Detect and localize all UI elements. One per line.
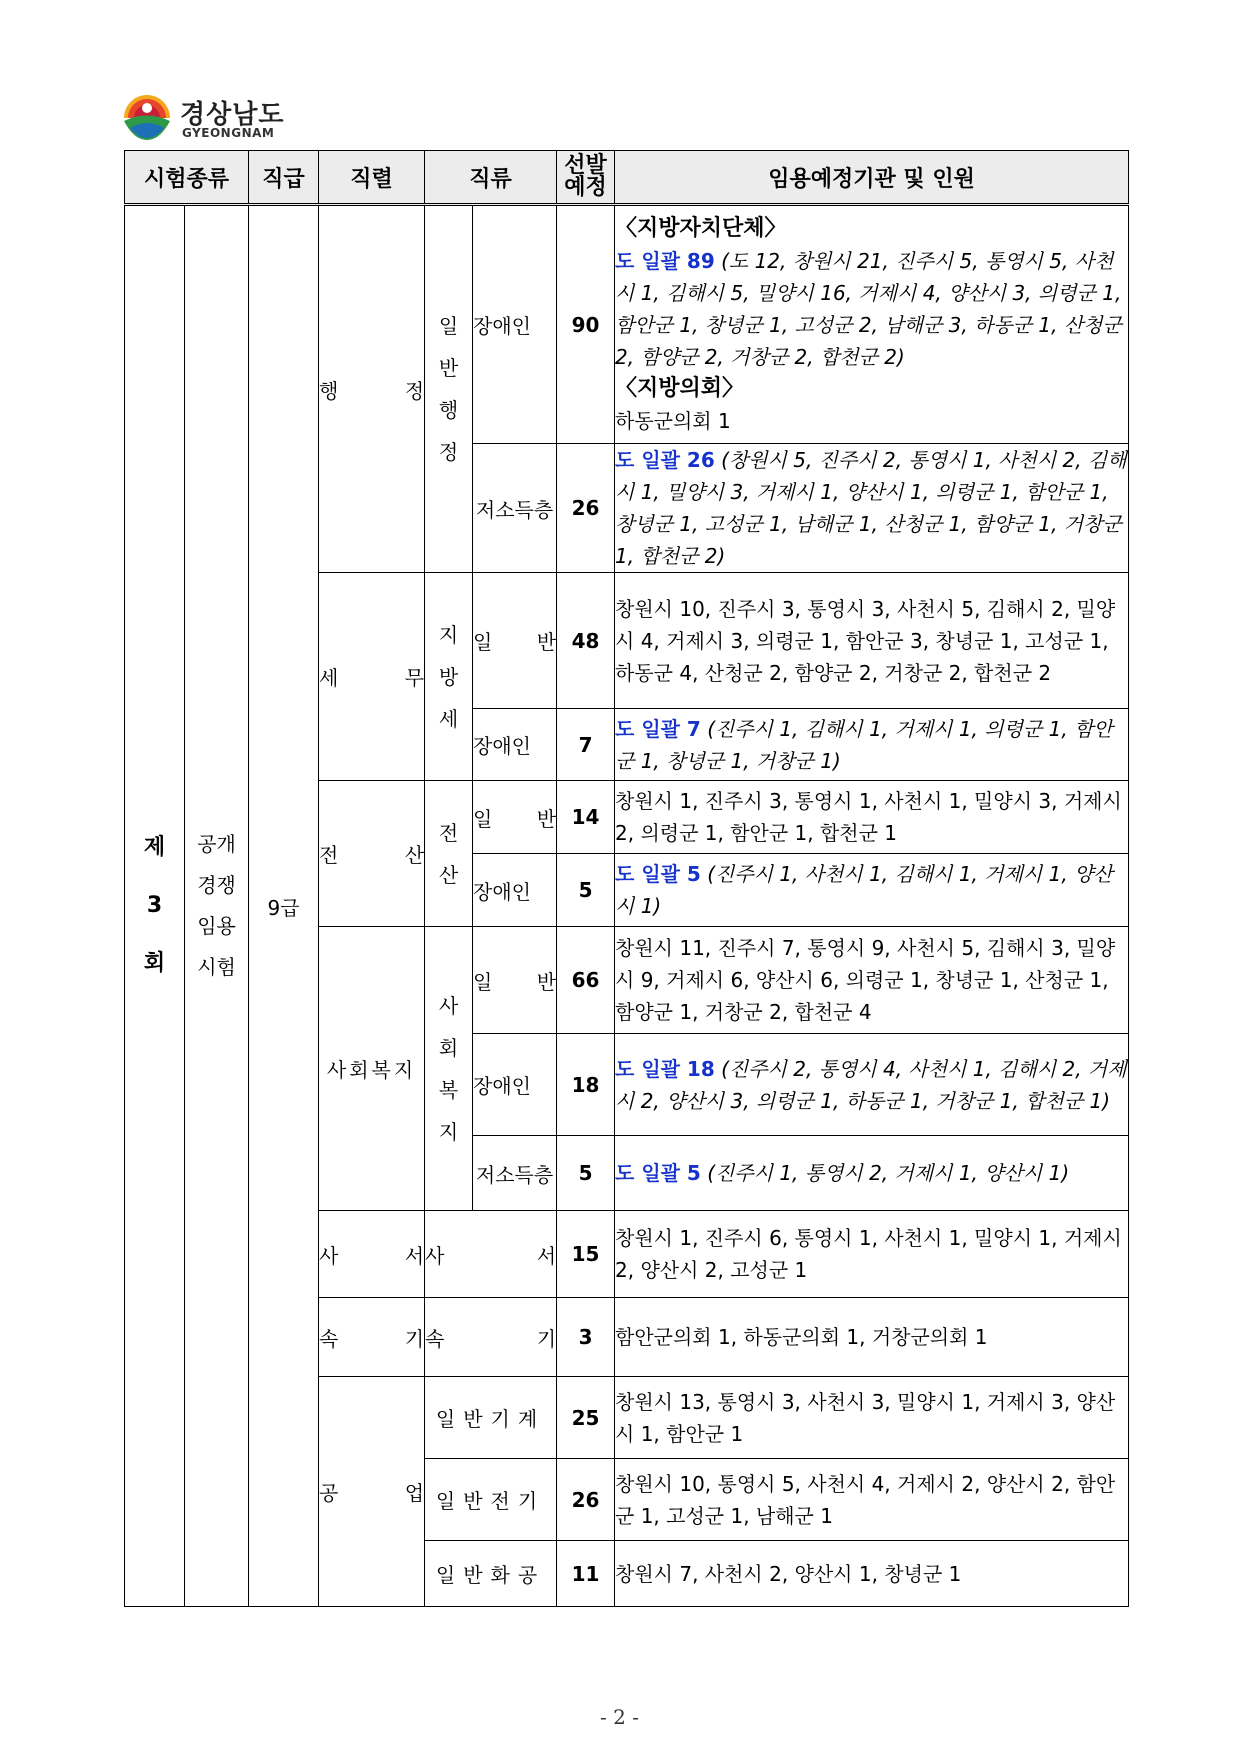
category-cell: 일반화공 [425,1541,557,1607]
header-category: 직류 [425,151,557,205]
recruitment-table [124,150,1129,1607]
agency-cell: 창원시 13, 통영시 3, 사천시 3, 밀양시 1, 거제시 3, 양산시 1, 함안군 1 [615,1377,1129,1459]
logo-english-text: GYEONGNAM [182,126,275,140]
agency-cell: 창원시 7, 사천시 2, 양산시 1, 창녕군 1 [615,1541,1129,1607]
grade-cell: 9급 [249,205,319,1607]
header-agencies: 임용예정기관 및 인원 [615,151,1129,205]
category-cell: 일 반 [473,927,557,1034]
header-count-line2: 예정 [564,175,607,200]
group-general-admin: 일 반 행 정 [425,205,473,573]
exam-type-cell: 공개 경쟁 임용 시험 [185,205,249,1607]
count-cell: 7 [557,709,615,781]
header-row [125,151,1129,205]
series-eng: 공 업 [319,1377,425,1607]
agency-cell: 함안군의회 1, 하동군의회 1, 거창군의회 1 [615,1298,1129,1377]
category-cell: 일반기계 [425,1377,557,1459]
agency-cell: 창원시 10, 통영시 5, 사천시 4, 거제시 2, 양산시 2, 함안군 1, 고성군 1, 남해군 1 [615,1459,1129,1541]
header-series: 직렬 [319,151,425,205]
header-count-line1: 선발 [564,153,607,178]
count-cell: 48 [557,573,615,709]
gyeongnam-emblem-icon [120,88,174,142]
count-cell: 66 [557,927,615,1034]
agency-cell: 도 일괄 7 (진주시 1, 김해시 1, 거제시 1, 의령군 1, 함안군 1, 창녕군 1, 거창군 1) [615,709,1129,781]
count-cell: 15 [557,1211,615,1298]
agency-cell: 도 일괄 5 (진주시 1, 사천시 1, 김해시 1, 거제시 1, 양산시 1) [615,854,1129,927]
agency-cell: 〈지방자치단체〉 도 일괄 89 (도 12, 창원시 21, 진주시 5, 통영시 5, 사천시 1, 김해시 5, 밀양시 16, 거제시 4, 양산시 3, 의령군 1, 함안군 1, 창녕군 1, 고성군 2, 남해군 3, 하동군 1, 산청군 2, 함양군 2, 거창군 2, 합천군 2) 〈지방의회〉 하동군의회 1 [615,205,1129,444]
agency-cell: 도 일괄 26 (창원시 5, 진주시 2, 통영시 1, 사천시 2, 김해시 1, 밀양시 3, 거제시 1, 양산시 1, 의령군 1, 함안군 1, 창녕군 1, 고성군 1, 남해군 1, 산청군 1, 함양군 1, 거창군 1, 합천군 2) [615,444,1129,573]
category-cell: 일반전기 [425,1459,557,1541]
page-number: - 2 - [600,1705,639,1729]
category-cell: 장애인 [473,709,557,781]
series-tax: 세 무 [319,573,425,781]
header-grade: 직급 [249,151,319,205]
count-cell: 25 [557,1377,615,1459]
count-cell: 18 [557,1034,615,1136]
series-lib: 사 서 [319,1211,425,1298]
agency-cell: 창원시 1, 진주시 6, 통영시 1, 사천시 1, 밀양시 1, 거제시 2, 양산시 2, 고성군 1 [615,1211,1129,1298]
series-admin: 행 정 [319,205,425,573]
agency-cell: 창원시 10, 진주시 3, 통영시 3, 사천시 5, 김해시 2, 밀양시 4, 거제시 3, 의령군 1, 함안군 3, 창녕군 1, 고성군 1, 하동군 4, 산청군 2, 함양군 2, 거창군 2, 합천군 2 [615,573,1129,709]
gyeongnam-logo [120,88,380,148]
series-comp: 전 산 [319,781,425,927]
count-cell: 5 [557,1136,615,1211]
count-cell: 3 [557,1298,615,1377]
agency-cell: 창원시 11, 진주시 7, 통영시 9, 사천시 5, 김해시 3, 밀양시 9, 거제시 6, 양산시 6, 의령군 1, 창녕군 1, 산청군 1, 함양군 1, 거창군 2, 합천군 4 [615,927,1129,1034]
table-row [125,205,1129,444]
category-cell: 일 반 [473,573,557,709]
count-cell: 26 [557,444,615,573]
series-welfare: 사회복지 [319,927,425,1211]
count-cell: 26 [557,1459,615,1541]
agency-cell: 도 일괄 18 (진주시 2, 통영시 4, 사천시 1, 김해시 2, 거제시 2, 양산시 3, 의령군 1, 하동군 1, 거창군 1, 합천군 1) [615,1034,1129,1136]
category-cell: 저소득층 [473,1136,557,1211]
header-count [557,151,615,205]
category-cell: 장애인 [473,854,557,927]
count-cell: 5 [557,854,615,927]
round-cell: 제 3 회 [125,205,185,1607]
category-cell: 장애인 [473,205,557,444]
count-cell: 90 [557,205,615,444]
series-steno: 속 기 [319,1298,425,1377]
category-cell: 속 기 [425,1298,557,1377]
header-exam-type: 시험종류 [125,151,249,205]
agency-cell: 창원시 1, 진주시 3, 통영시 1, 사천시 1, 밀양시 3, 거제시 2, 의령군 1, 함안군 1, 합천군 1 [615,781,1129,854]
category-cell: 저소득층 [473,444,557,573]
count-cell: 11 [557,1541,615,1607]
agency-cell: 도 일괄 5 (진주시 1, 통영시 2, 거제시 1, 양산시 1) [615,1136,1129,1211]
group-local-tax: 지 방 세 [425,573,473,781]
category-cell: 장애인 [473,1034,557,1136]
category-cell: 일 반 [473,781,557,854]
category-cell: 사 서 [425,1211,557,1298]
count-cell: 14 [557,781,615,854]
logo-korean-text: 경상남도 [180,100,285,130]
group-comp: 전 산 [425,781,473,927]
group-welfare: 사 회 복 지 [425,927,473,1211]
